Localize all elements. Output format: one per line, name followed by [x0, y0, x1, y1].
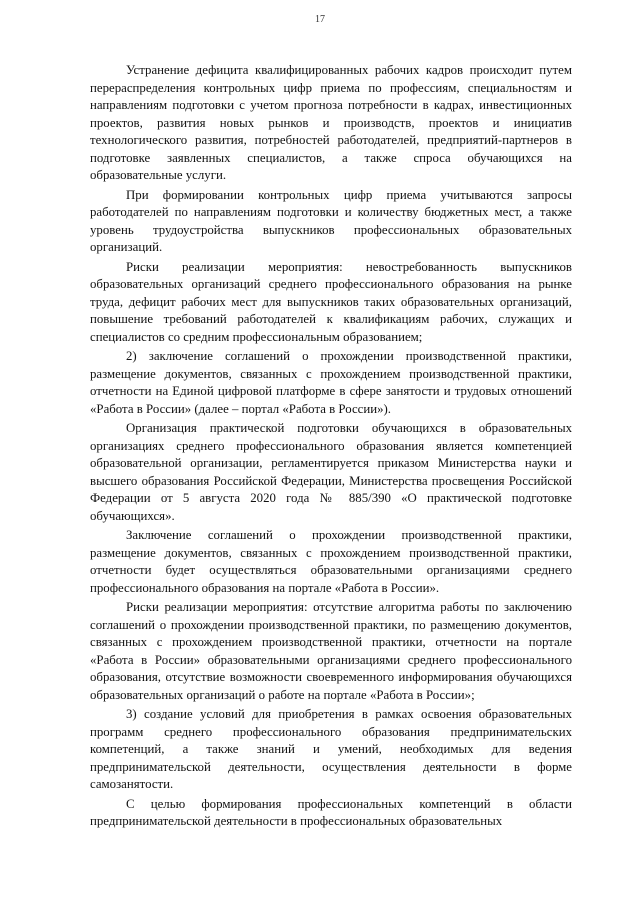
paragraph-risks-first-measure: Риски реализации мероприятия: невостребованность выпускников образовательных организаций среднего профессионального образования на рынке труда, дефицит рабочих мест для выпускников таких образовательных организаций, повышение требований работодателей к квалификациям рабочих, служащих и специалистов со средним профессиональным образованием;: [90, 259, 572, 344]
paragraph-risks-second-measure: Риски реализации мероприятия: отсутствие алгоритма работы по заключению соглашений о прохождении производственной практики, по размещению документов, связанных с прохождением производственной практики, отчетности на портале «Работа в России» образовательными организациями среднего профессионального образования, отсутствие возможности своевременного информирования обучающихся образовательных организаций о работе на портале «Работа в России»;: [90, 600, 572, 702]
paragraph-practical-training: Организация практической подготовки обучающихся в образовательных организациях среднего профессионального образования является компетенцией образовательной организации, регламентируется приказом Министерства науки и высшего образования Российской Федерации, Министерства просвещения Российской Федерации от 5 августа 2020 года № 885/390 «О практической подготовке обучающихся».: [90, 421, 572, 523]
paragraph-competencies: С целью формирования профессиональных компетенций в области предпринимательской деятельности в профессиональных образовательных: [90, 796, 572, 828]
paragraph-portal-agreements: Заключение соглашений о прохождении производственной практики, размещение документов, связанных с прохождением производственной практики, отчетности будет осуществляться образовательными организациями среднего профессионального образования на портале «Работа в России».: [90, 528, 572, 595]
paragraph-workforce-deficit: Устранение дефицита квалифицированных рабочих кадров происходит путем перераспределения контрольных цифр приема по профессиям, специальностям и направлениям подготовки с учетом прогноза потребности в кадрах, инвестиционных проектов, развития новых рынков и производств, проектов и инициатив технологического развития, потребностей работодателей, предприятий-партнеров в подготовке заявленных специалистов, а также спроса обучающихся на образовательные услуги.: [90, 63, 572, 182]
paragraph-item-3-entrepreneurship: 3) создание условий для приобретения в рамках освоения образовательных программ среднего профессионального образования предпринимательских компетенций, а также знаний и умений, необходимых для ведения предпринимательской деятельности, осуществления деятельности в форме самозанятости.: [90, 707, 572, 791]
paragraph-admission-quotas: При формировании контрольных цифр приема учитываются запросы работодателей по направлениям подготовки и количеству бюджетных мест, а также уровень трудоустройства выпускников профессиональных образовательных организаций.: [90, 187, 572, 254]
page-number: 17: [315, 14, 325, 25]
document-body: [90, 62, 572, 833]
paragraph-item-2-agreements: 2) заключение соглашений о прохождении производственной практики, размещение документов, связанных с прохождением производственной практики, отчетности на Единой цифровой платформе в сфере занятости и трудовых отношений «Работа в России» (далее – портал «Работа в России»).: [90, 349, 572, 416]
